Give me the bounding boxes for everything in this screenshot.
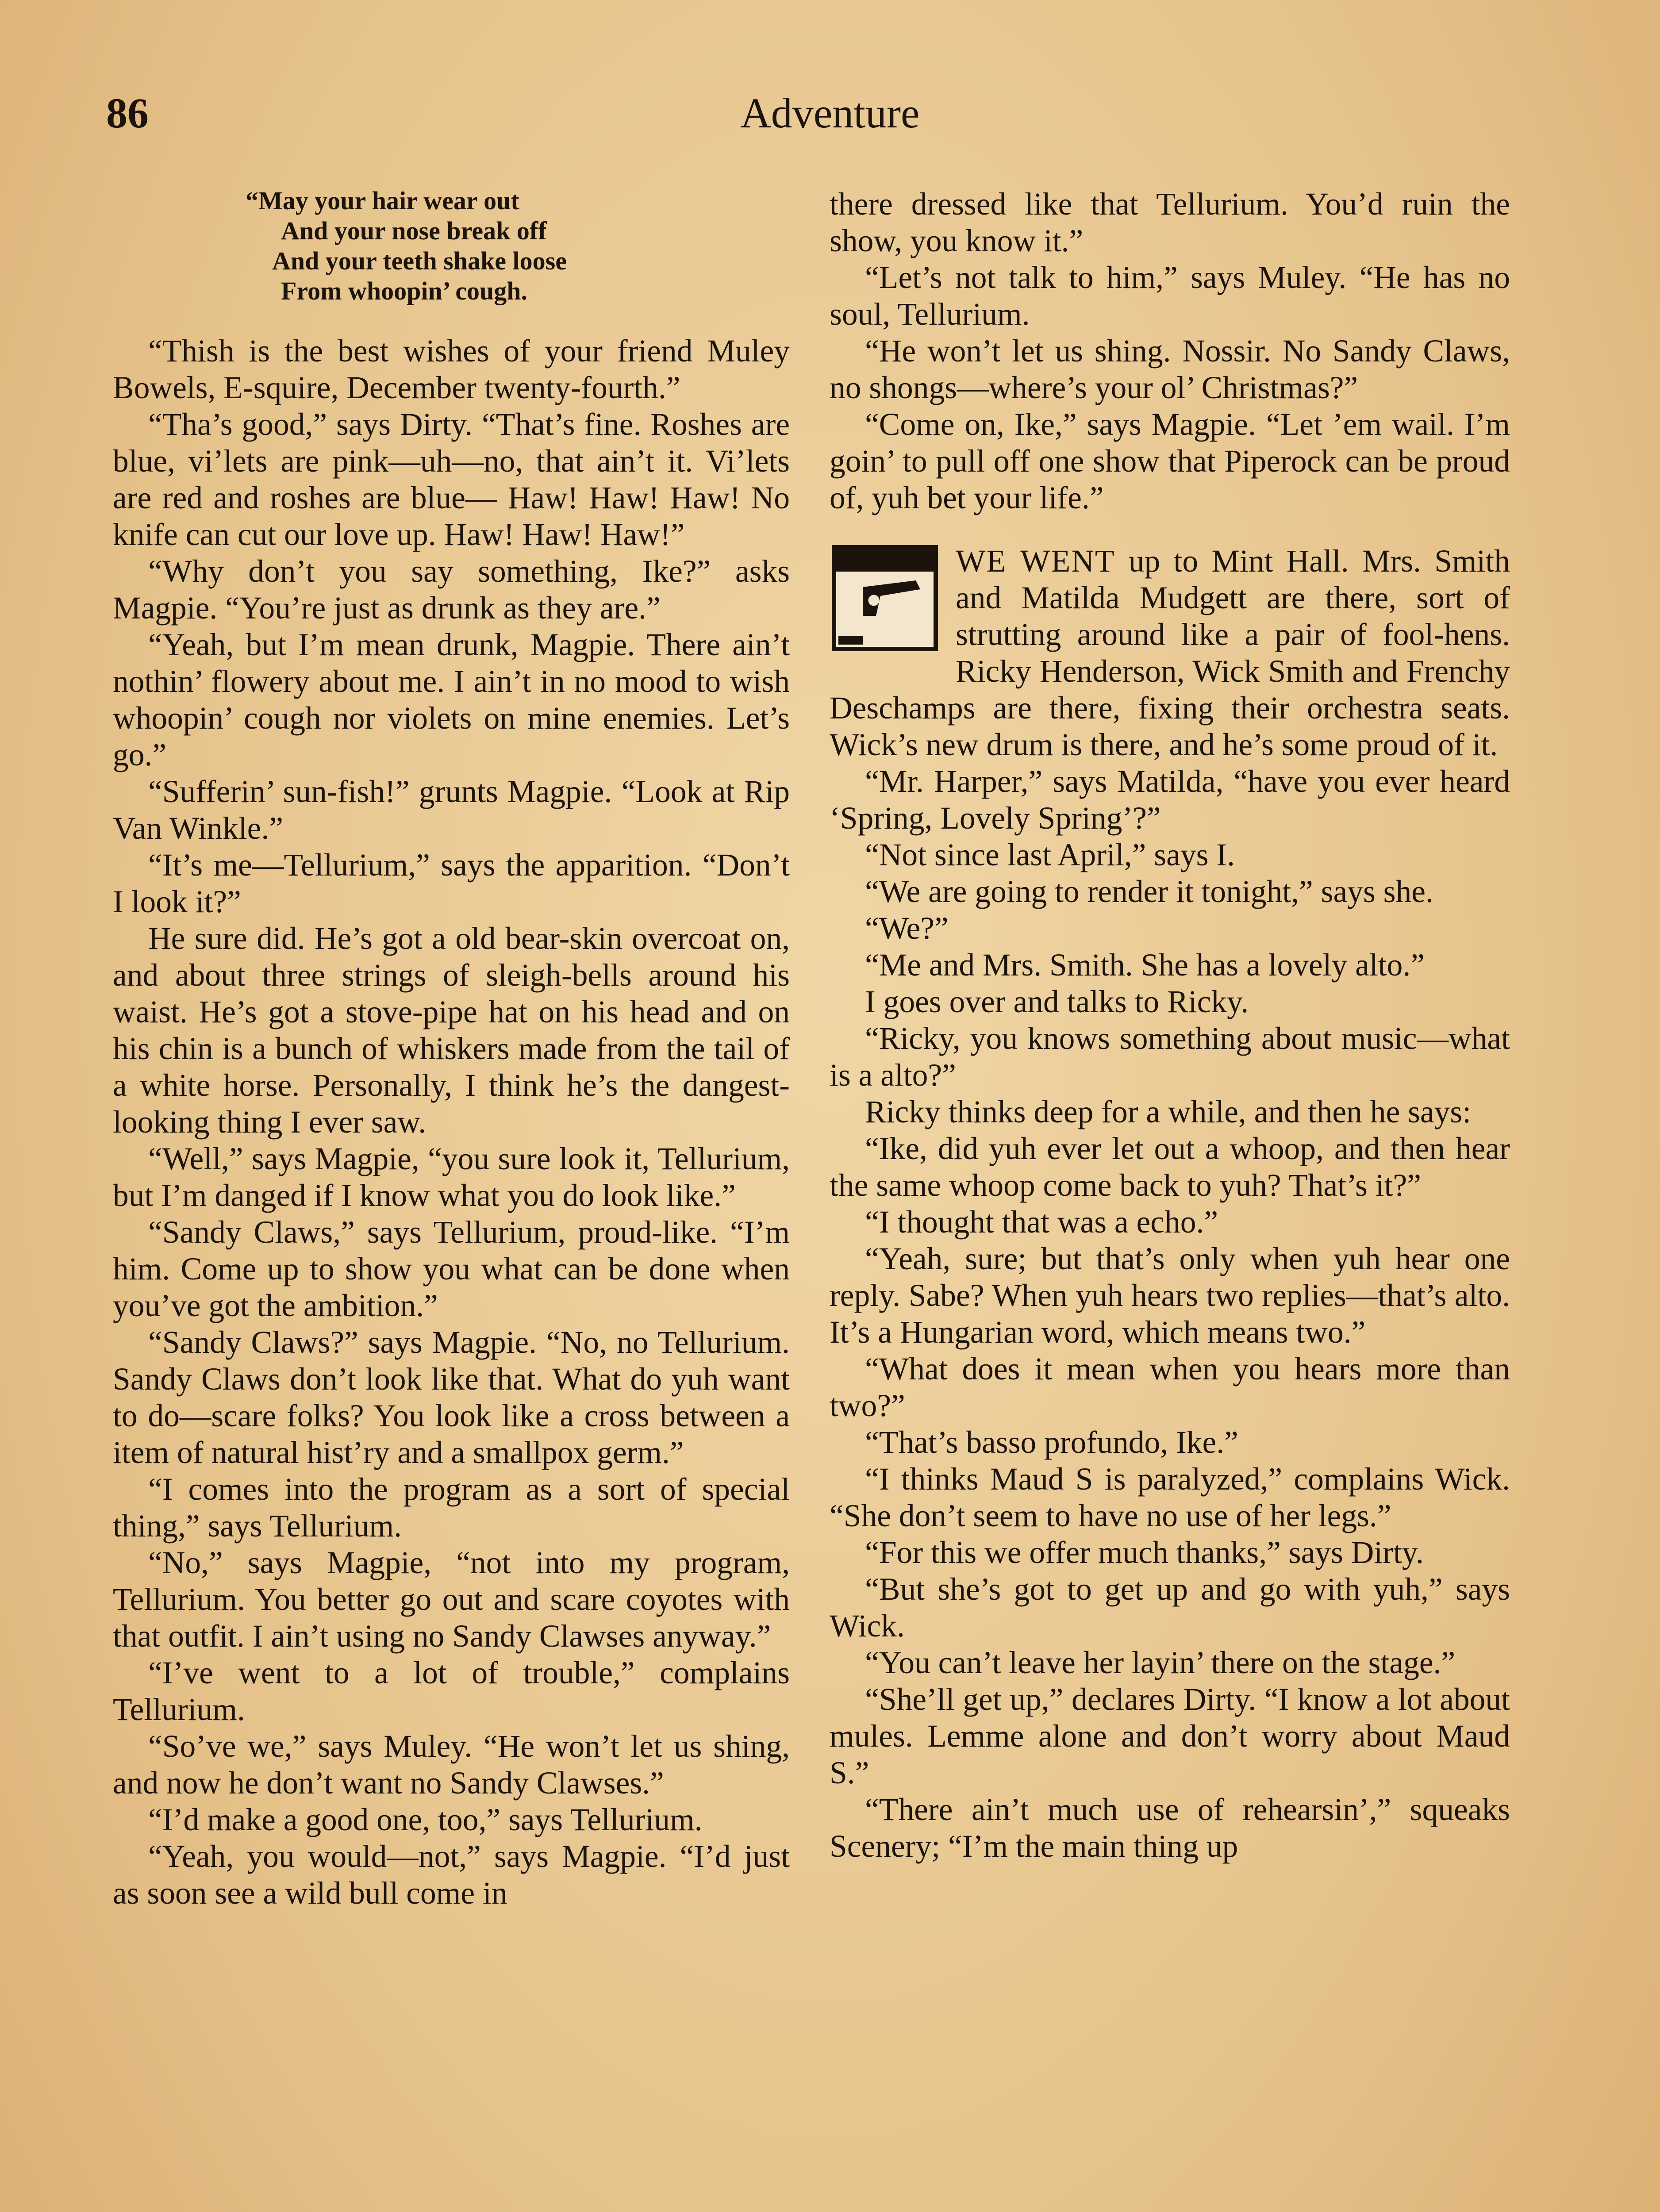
paragraph: “Sandy Claws,” says Tellurium, proud-like. “I’m him. Come up to show you what can be done when you’ve got the ambition.”: [113, 1215, 790, 1323]
paragraph: “That’s basso profundo, Ike.”: [865, 1425, 1238, 1460]
paragraph: “It’s me—Tellurium,” says the apparition. “Don’t I look it?”: [113, 848, 790, 919]
paragraph: “But she’s got to get up and go with yuh,” says Wick.: [830, 1572, 1510, 1644]
running-head-title: Adventure: [740, 89, 920, 137]
poem-line: From whoopin’ cough.: [281, 276, 527, 305]
paragraph: “What does it mean when you hears more than two?”: [830, 1352, 1510, 1423]
paragraph: “Yeah, you would—not,” says Magpie. “I’d just as soon see a wild bull come in: [113, 1839, 790, 1911]
poem-line: And your teeth shake loose: [272, 246, 567, 275]
section-lead-in: WE WENT: [956, 544, 1115, 579]
paragraph: “I’ve went to a lot of trouble,” complains Tellurium.: [113, 1655, 790, 1727]
paragraph: “Not since last April,” says I.: [865, 837, 1235, 872]
right-column: [830, 186, 1510, 1865]
paragraph: “Why don’t you say something, Ike?” asks Magpie. “You’re just as drunk as they are.”: [113, 554, 790, 626]
paragraph: “Let’s not talk to him,” says Muley. “He has no soul, Tellurium.: [830, 260, 1510, 332]
paragraph: “I comes into the program as a sort of special thing,” says Tellurium.: [113, 1472, 790, 1544]
paragraph: “Sufferin’ sun-fish!” grunts Magpie. “Look at Rip Van Winkle.”: [113, 774, 790, 846]
paragraph: “We?”: [865, 911, 949, 946]
paragraph: “Yeah, but I’m mean drunk, Magpie. There ain’t nothin’ flowery about me. I ain’t in no mood to wish whoopin’ cough nor violets on mine enemies. Let’s go.”: [113, 627, 790, 772]
drop-cap-gun-illustration-icon: [830, 543, 940, 653]
paragraph: “Come on, Ike,” says Magpie. “Let ’em wail. I’m goin’ to pull off one show that Piperock can be proud of, yuh bet your life.”: [830, 407, 1510, 515]
paragraph: “Yeah, sure; but that’s only when yuh hear one reply. Sabe? When yuh hears two replies—that’s alto. It’s a Hungarian word, which means two.”: [830, 1241, 1510, 1350]
section-start: [830, 543, 1510, 763]
poem-line: “May your hair wear out: [246, 186, 519, 215]
paragraph: “For this we offer much thanks,” says Dirty.: [865, 1535, 1424, 1570]
paragraph: “Thish is the best wishes of your friend Muley Bowels, E-squire, December twenty-fourth.”: [113, 334, 790, 405]
paragraph: “Well,” says Magpie, “you sure look it, Tellurium, but I’m danged if I know what you do look like.”: [113, 1141, 790, 1213]
paragraph: “He won’t let us shing. Nossir. No Sandy Claws, no shongs—where’s your ol’ Christmas?”: [830, 334, 1510, 405]
left-column: [113, 186, 790, 1912]
paragraph: I goes over and talks to Ricky.: [865, 984, 1249, 1019]
paragraph: “Tha’s good,” says Dirty. “That’s fine. Roshes are blue, vi’lets are pink—uh—no, that ain’t it. Vi’lets are red and roshes are blue— Haw! Haw! Haw! No knife can cut our love up. Haw! Haw! Haw!”: [113, 407, 790, 552]
paragraph: “No,” says Magpie, “not into my program, Tellurium. You better go out and scare coyotes with that outfit. I ain’t using no Sandy Clawses anyway.”: [113, 1545, 790, 1654]
paragraph: there dressed like that Tellurium. You’d ruin the show, you know it.”: [830, 187, 1510, 258]
paragraph: “So’ve we,” says Muley. “He won’t let us shing, and now he don’t want no Sandy Clawses.”: [113, 1729, 790, 1801]
paragraph: “We are going to render it tonight,” says she.: [865, 874, 1433, 909]
poem-line: And your nose break off: [281, 216, 547, 245]
paragraph: “I thinks Maud S is paralyzed,” complains Wick. “She don’t seem to have no use of her legs.”: [830, 1462, 1510, 1533]
paragraph: “Sandy Claws?” says Magpie. “No, no Tellurium. Sandy Claws don’t look like that. What do yuh want to do—scare folks? You look like a cross between a item of natural hist’ry and a smallpox germ.”: [113, 1325, 790, 1470]
paragraph: “Mr. Harper,” says Matilda, “have you ever heard ‘Spring, Lovely Spring’?”: [830, 764, 1510, 836]
paragraph: “There ain’t much use of rehearsin’,” squeaks Scenery; “I’m the main thing up: [830, 1792, 1510, 1864]
section-first-text: up to Mint Hall. Mrs. Smith and Matilda Mudgett are there, sort of strutting around like a pair of fool-hens. Ricky Henderson, Wick Smith and Frenchy Deschamps are there, fixing their orchestra seats. Wick’s new drum is there, and he’s some proud of it.: [830, 544, 1510, 762]
paragraph: “She’ll get up,” declares Dirty. “I know a lot about mules. Lemme alone and don’t worry about Maud S.”: [830, 1682, 1510, 1790]
paragraph: “Me and Mrs. Smith. She has a lovely alto.”: [865, 948, 1425, 983]
paragraph: “Ricky, you knows something about music—what is a alto?”: [830, 1021, 1510, 1093]
paragraph: “You can’t leave her layin’ there on the stage.”: [865, 1645, 1456, 1680]
paragraph: Ricky thinks deep for a while, and then he says:: [865, 1094, 1472, 1129]
paragraph: “Ike, did yuh ever let out a whoop, and then hear the same whoop come back to yuh? That’s it?”: [830, 1131, 1510, 1203]
paragraph: He sure did. He’s got a old bear-skin overcoat on, and about three strings of sleigh-bells around his waist. He’s got a stove-pipe hat on his head and on his chin is a bunch of whiskers made from the tail of a white horse. Personally, I think he’s the dangest-looking thing I ever saw.: [113, 921, 790, 1140]
poem-block: [246, 186, 790, 306]
paragraph: “I’d make a good one, too,” says Tellurium.: [148, 1802, 703, 1837]
page-number: 86: [106, 89, 149, 137]
paragraph: “I thought that was a echo.”: [865, 1205, 1218, 1240]
